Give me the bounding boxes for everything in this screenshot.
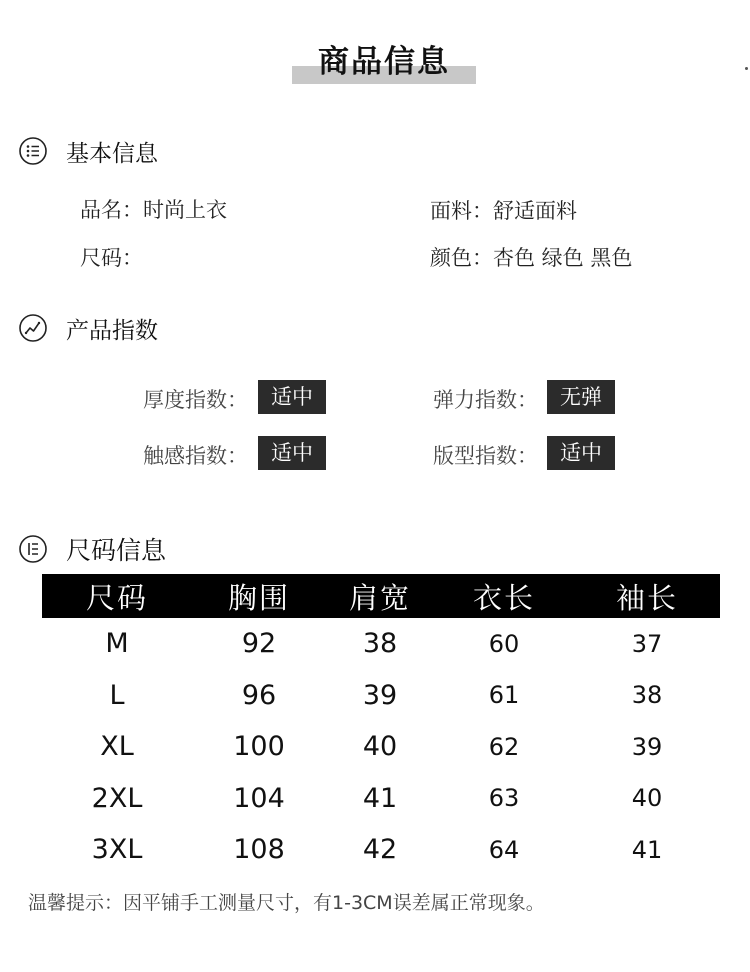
size-table: [42, 574, 720, 876]
cell-chest: 104: [233, 782, 285, 814]
product-name-value: 时尚上衣: [143, 198, 227, 222]
section-basic-info-header: [18, 135, 158, 167]
page-title-block: [292, 40, 476, 86]
cell-length: 64: [488, 835, 520, 864]
cell-sleeve: 40: [631, 784, 663, 813]
cell-size: M: [105, 628, 129, 660]
measurement-note: 温馨提示：因平铺手工测量尺寸，有1-3CM误差属正常现象。: [28, 892, 545, 914]
trend-icon: [18, 313, 48, 343]
fabric-row: [430, 195, 577, 225]
header-chest: 胸围: [192, 574, 326, 618]
index-label-elasticity: 弹力指数：: [433, 388, 538, 412]
index-value-touch: 适中: [258, 436, 326, 470]
size-table-header: [42, 574, 720, 618]
fabric-value: 舒适面料: [493, 199, 577, 223]
cell-sleeve: 37: [631, 629, 663, 658]
decorative-dot: [745, 67, 748, 70]
cell-length: 63: [488, 784, 520, 813]
size-row: [80, 242, 143, 272]
color-value: 杏色 绿色 黑色: [493, 246, 633, 270]
cell-length: 60: [488, 629, 520, 658]
cell-sleeve: 38: [631, 681, 663, 710]
section-basic-info-title: 基本信息: [66, 140, 158, 167]
cell-length: 62: [488, 732, 520, 761]
cell-size: L: [109, 679, 125, 711]
cell-size: XL: [100, 731, 134, 763]
size-label: 尺码：: [80, 246, 143, 270]
cell-chest: 100: [233, 731, 285, 763]
fabric-label: 面料：: [430, 199, 493, 223]
index-value-elasticity: 无弹: [547, 380, 615, 414]
header-sleeve: 袖长: [574, 574, 720, 618]
page-title: 商品信息: [318, 44, 450, 80]
cell-size: 3XL: [91, 834, 143, 866]
color-label: 颜色：: [430, 246, 493, 270]
cell-chest: 96: [241, 679, 277, 711]
header-size: 尺码: [42, 574, 192, 618]
index-label-touch: 触感指数：: [143, 444, 248, 468]
cell-length: 61: [488, 681, 520, 710]
table-row: [42, 670, 720, 722]
table-row: [42, 773, 720, 825]
table-row: [42, 618, 720, 670]
cell-sleeve: 41: [631, 835, 663, 864]
index-value-thickness: 适中: [258, 380, 326, 414]
cell-chest: 108: [233, 834, 285, 866]
product-name-label: 品名：: [80, 198, 143, 222]
cell-chest: 92: [241, 628, 277, 660]
product-name-row: [80, 194, 227, 224]
index-value-fit: 适中: [547, 436, 615, 470]
list-icon: [18, 136, 48, 166]
document-icon: [18, 534, 48, 564]
section-size-header: [18, 533, 166, 565]
section-index-header: [18, 312, 158, 344]
color-row: [430, 242, 632, 272]
cell-shoulder: 39: [362, 679, 398, 711]
section-size-title: 尺码信息: [66, 536, 167, 565]
cell-shoulder: 40: [362, 731, 398, 763]
table-row: [42, 824, 720, 876]
index-label-fit: 版型指数：: [433, 444, 538, 468]
cell-shoulder: 41: [362, 782, 398, 814]
cell-sleeve: 39: [631, 732, 663, 761]
table-row: [42, 721, 720, 773]
cell-shoulder: 42: [362, 834, 398, 866]
cell-size: 2XL: [91, 782, 143, 814]
header-length: 衣长: [434, 574, 574, 618]
cell-shoulder: 38: [362, 628, 398, 660]
header-shoulder: 肩宽: [326, 574, 434, 618]
index-label-thickness: 厚度指数：: [143, 388, 248, 412]
section-index-title: 产品指数: [66, 317, 158, 344]
